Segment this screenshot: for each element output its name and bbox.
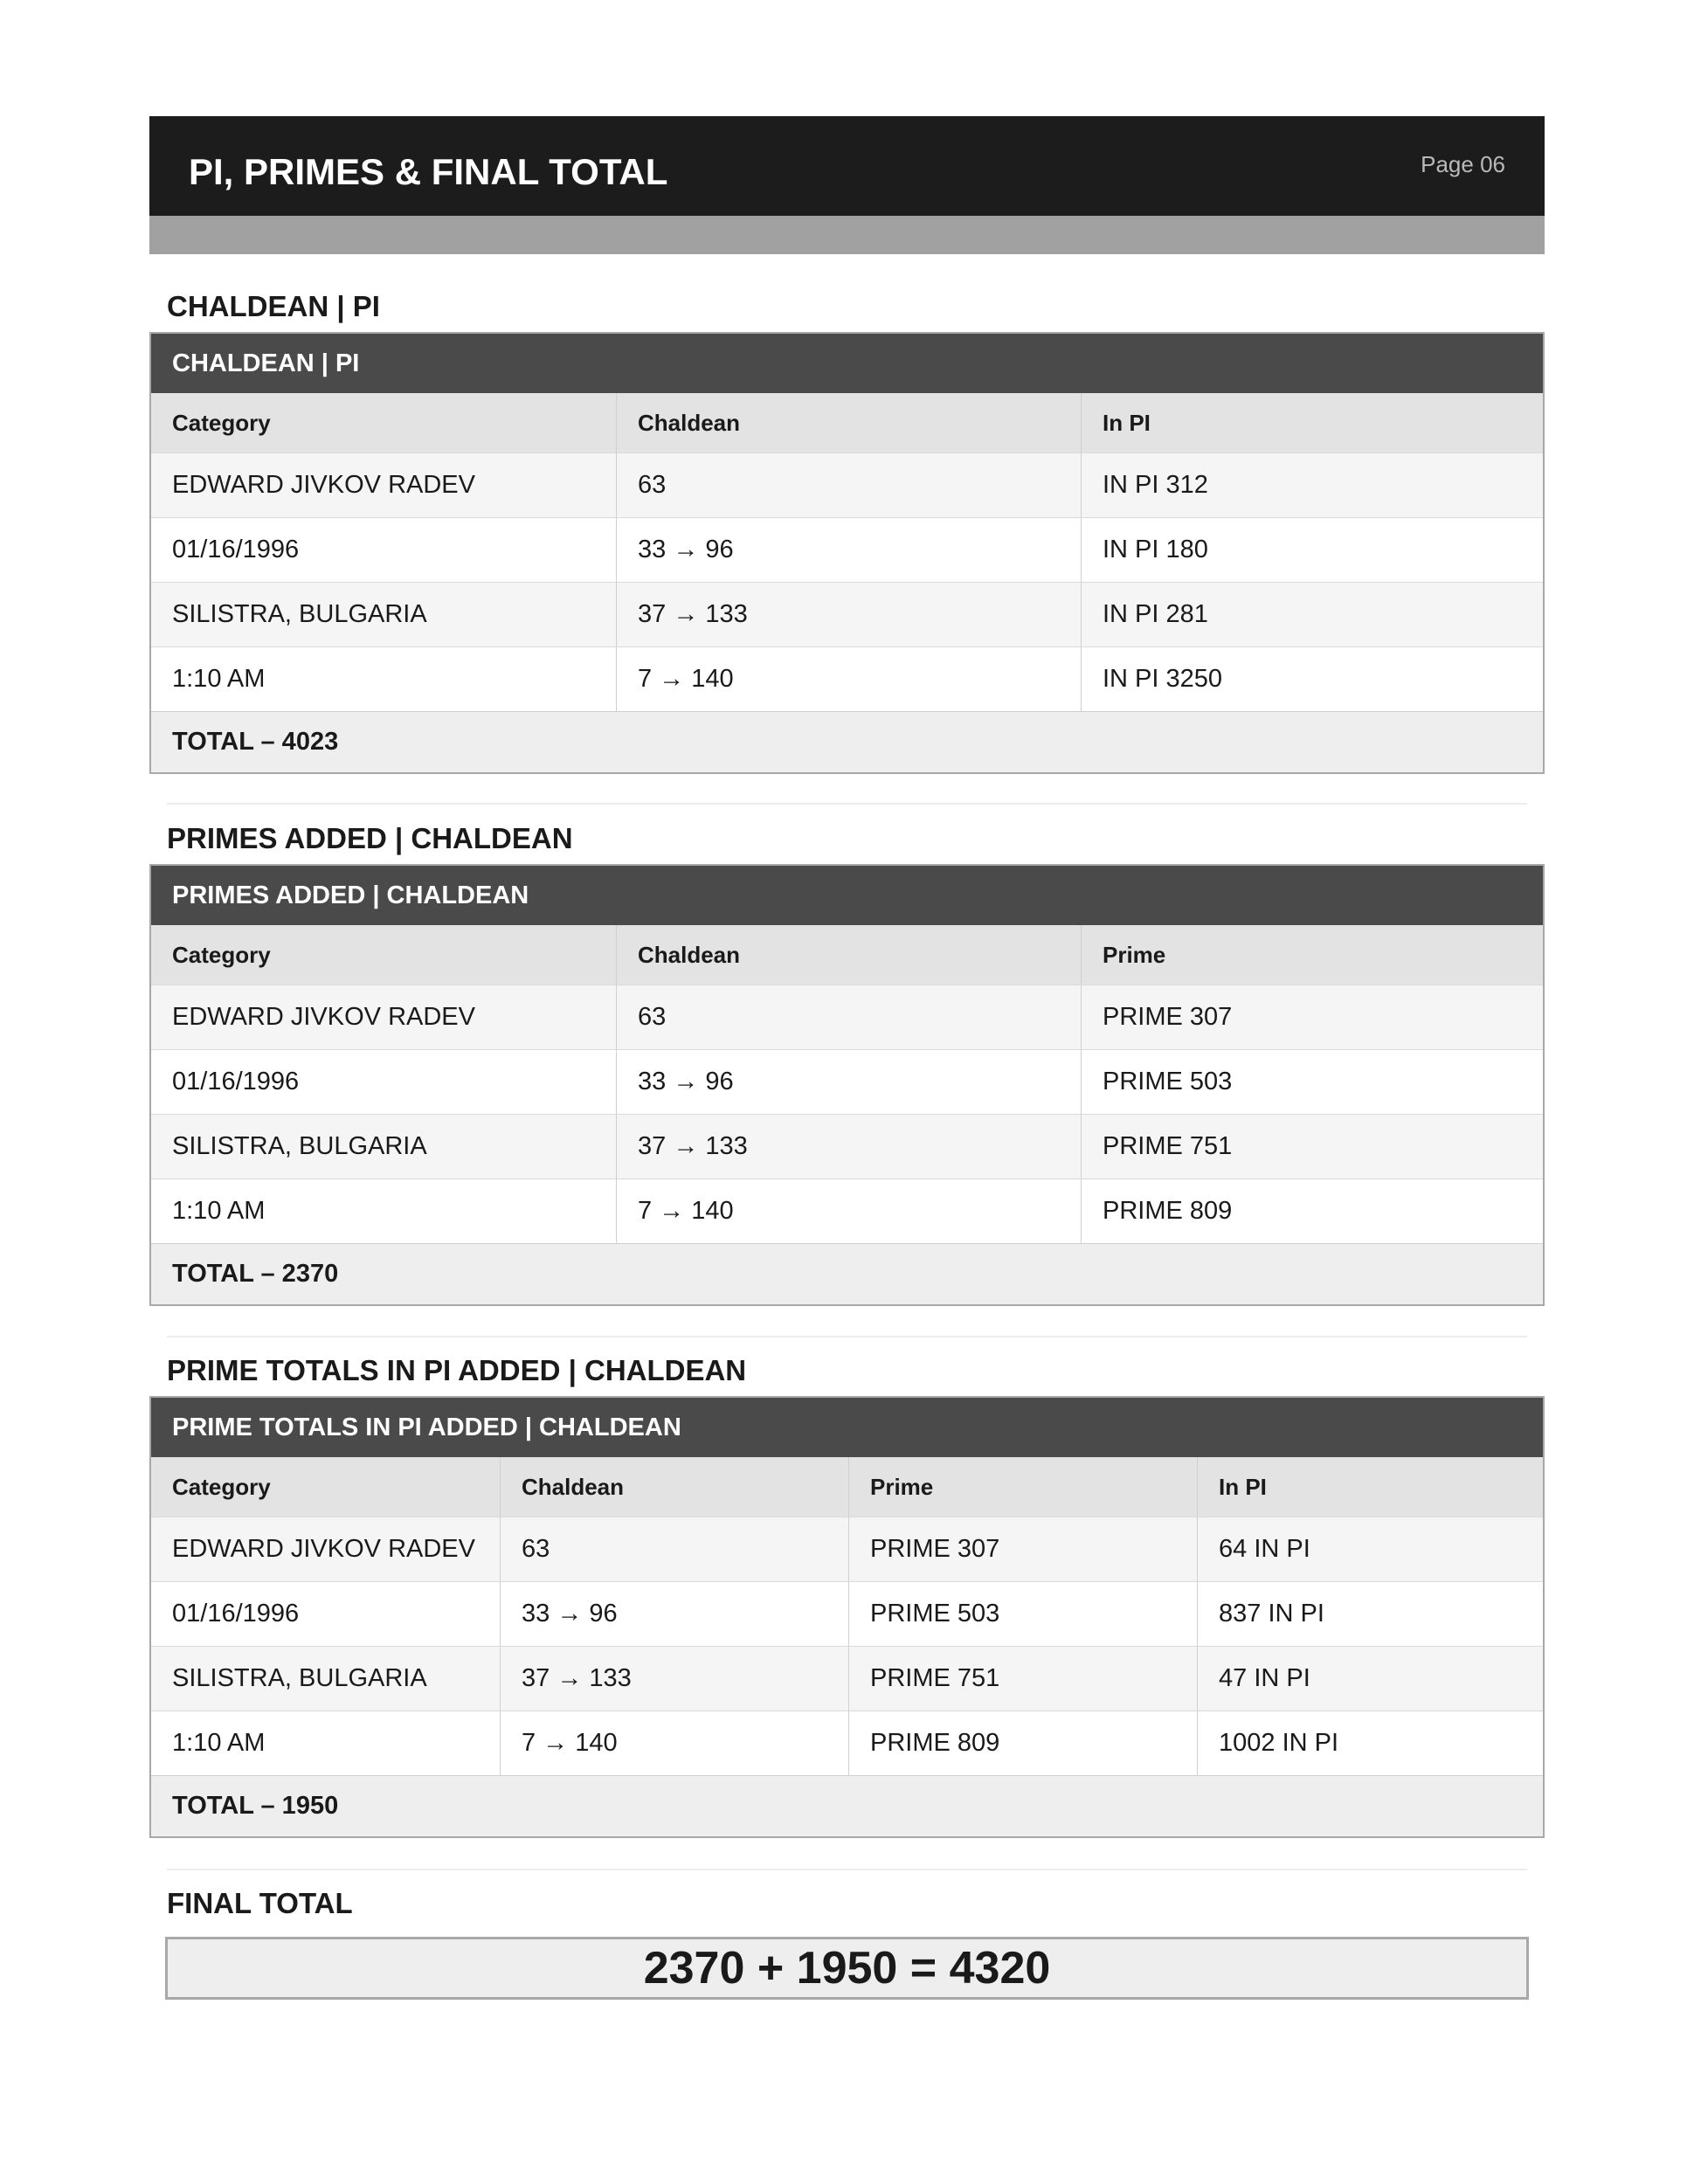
table-cell: PRIME 307	[1081, 985, 1543, 1049]
section-heading-prime-totals-in-pi: PRIME TOTALS IN PI ADDED | CHALDEAN	[167, 1354, 747, 1386]
section-divider	[167, 803, 1527, 805]
column-header: Category	[172, 941, 271, 968]
table-primes-added	[149, 864, 1545, 1306]
section-heading-chaldean-pi: CHALDEAN | PI	[167, 290, 380, 322]
table-title: CHALDEAN | PI	[151, 334, 1543, 393]
table-cell: 63	[500, 1517, 848, 1581]
table-row	[151, 453, 1543, 517]
column-header: Chaldean	[500, 1457, 848, 1517]
final-equation: 2370 + 1950 = 4320	[643, 1943, 1051, 1994]
table-cell: 1:10 AM	[172, 1729, 266, 1757]
column-header: In PI	[1081, 393, 1543, 453]
table-cell: 37 → 133	[616, 583, 1081, 646]
column-header: Prime	[1081, 925, 1543, 985]
page-number: Page 06	[1421, 151, 1505, 177]
header-band	[149, 216, 1545, 254]
column-header: Prime	[848, 1457, 1197, 1517]
column-header: Chaldean	[616, 393, 1081, 453]
table-cell: IN PI 312	[1081, 453, 1543, 517]
table-cell: 33 → 96	[616, 518, 1081, 582]
table-cell: EDWARD JIVKOV RADEV	[172, 1003, 475, 1031]
table-title: PRIME TOTALS IN PI ADDED | CHALDEAN	[151, 1398, 1543, 1457]
section-divider	[167, 1869, 1527, 1870]
final-total-box	[165, 1937, 1529, 2000]
table-cell: 1:10 AM	[172, 1197, 266, 1225]
table-cell: 37 → 133	[500, 1647, 848, 1711]
table-cell: 63	[616, 985, 1081, 1049]
table-row	[151, 517, 1543, 582]
table-cell: 01/16/1996	[172, 1600, 300, 1628]
table-title: PRIMES ADDED | CHALDEAN	[151, 866, 1543, 925]
column-header: Category	[172, 409, 271, 436]
table-row	[151, 1049, 1543, 1114]
table-cell: PRIME 809	[1081, 1179, 1543, 1243]
table-cell: PRIME 503	[1081, 1050, 1543, 1114]
table-cell: 1002 IN PI	[1197, 1711, 1543, 1775]
table-row	[151, 1178, 1543, 1243]
table-total: TOTAL – 4023	[151, 711, 1543, 772]
table-cell: 64 IN PI	[1197, 1517, 1543, 1581]
table-chaldean-pi	[149, 332, 1545, 774]
section-heading-final-total: FINAL TOTAL	[167, 1887, 353, 1919]
table-header-row	[151, 1457, 1543, 1517]
table-cell: IN PI 180	[1081, 518, 1543, 582]
page-title: PI, PRIMES & FINAL TOTAL	[189, 151, 668, 192]
table-cell: 837 IN PI	[1197, 1582, 1543, 1646]
table-cell: PRIME 751	[1081, 1115, 1543, 1178]
table-cell: 37 → 133	[616, 1115, 1081, 1178]
table-row	[151, 1517, 1543, 1581]
table-cell: 33 → 96	[500, 1582, 848, 1646]
column-header: Chaldean	[616, 925, 1081, 985]
table-cell: 7 → 140	[616, 1179, 1081, 1243]
table-cell: 7 → 140	[616, 647, 1081, 711]
table-cell: SILISTRA, BULGARIA	[172, 1664, 427, 1692]
table-row	[151, 646, 1543, 711]
column-header: In PI	[1197, 1457, 1543, 1517]
table-cell: SILISTRA, BULGARIA	[172, 600, 427, 628]
table-row	[151, 1646, 1543, 1711]
table-header-row	[151, 925, 1543, 985]
table-cell: 01/16/1996	[172, 536, 300, 563]
table-cell: EDWARD JIVKOV RADEV	[172, 1535, 475, 1563]
table-row	[151, 1711, 1543, 1775]
table-prime-totals-in-pi	[149, 1396, 1545, 1838]
table-cell: 1:10 AM	[172, 665, 266, 693]
section-heading-primes-added: PRIMES ADDED | CHALDEAN	[167, 822, 573, 854]
table-total: TOTAL – 1950	[151, 1775, 1543, 1836]
table-cell: IN PI 281	[1081, 583, 1543, 646]
table-cell: 33 → 96	[616, 1050, 1081, 1114]
table-cell: PRIME 503	[848, 1582, 1197, 1646]
page-header	[149, 116, 1545, 216]
table-row	[151, 1114, 1543, 1178]
table-cell: IN PI 3250	[1081, 647, 1543, 711]
table-cell: 63	[616, 453, 1081, 517]
table-cell: SILISTRA, BULGARIA	[172, 1132, 427, 1160]
table-cell: PRIME 307	[848, 1517, 1197, 1581]
table-cell: 47 IN PI	[1197, 1647, 1543, 1711]
table-cell: 01/16/1996	[172, 1068, 300, 1095]
table-total: TOTAL – 2370	[151, 1243, 1543, 1304]
table-cell: PRIME 809	[848, 1711, 1197, 1775]
table-cell: EDWARD JIVKOV RADEV	[172, 471, 475, 499]
table-header-row	[151, 393, 1543, 453]
section-divider	[167, 1336, 1527, 1337]
table-row	[151, 582, 1543, 646]
column-header: Category	[172, 1473, 271, 1500]
table-cell: PRIME 751	[848, 1647, 1197, 1711]
table-row	[151, 1581, 1543, 1646]
table-cell: 7 → 140	[500, 1711, 848, 1775]
table-row	[151, 985, 1543, 1049]
